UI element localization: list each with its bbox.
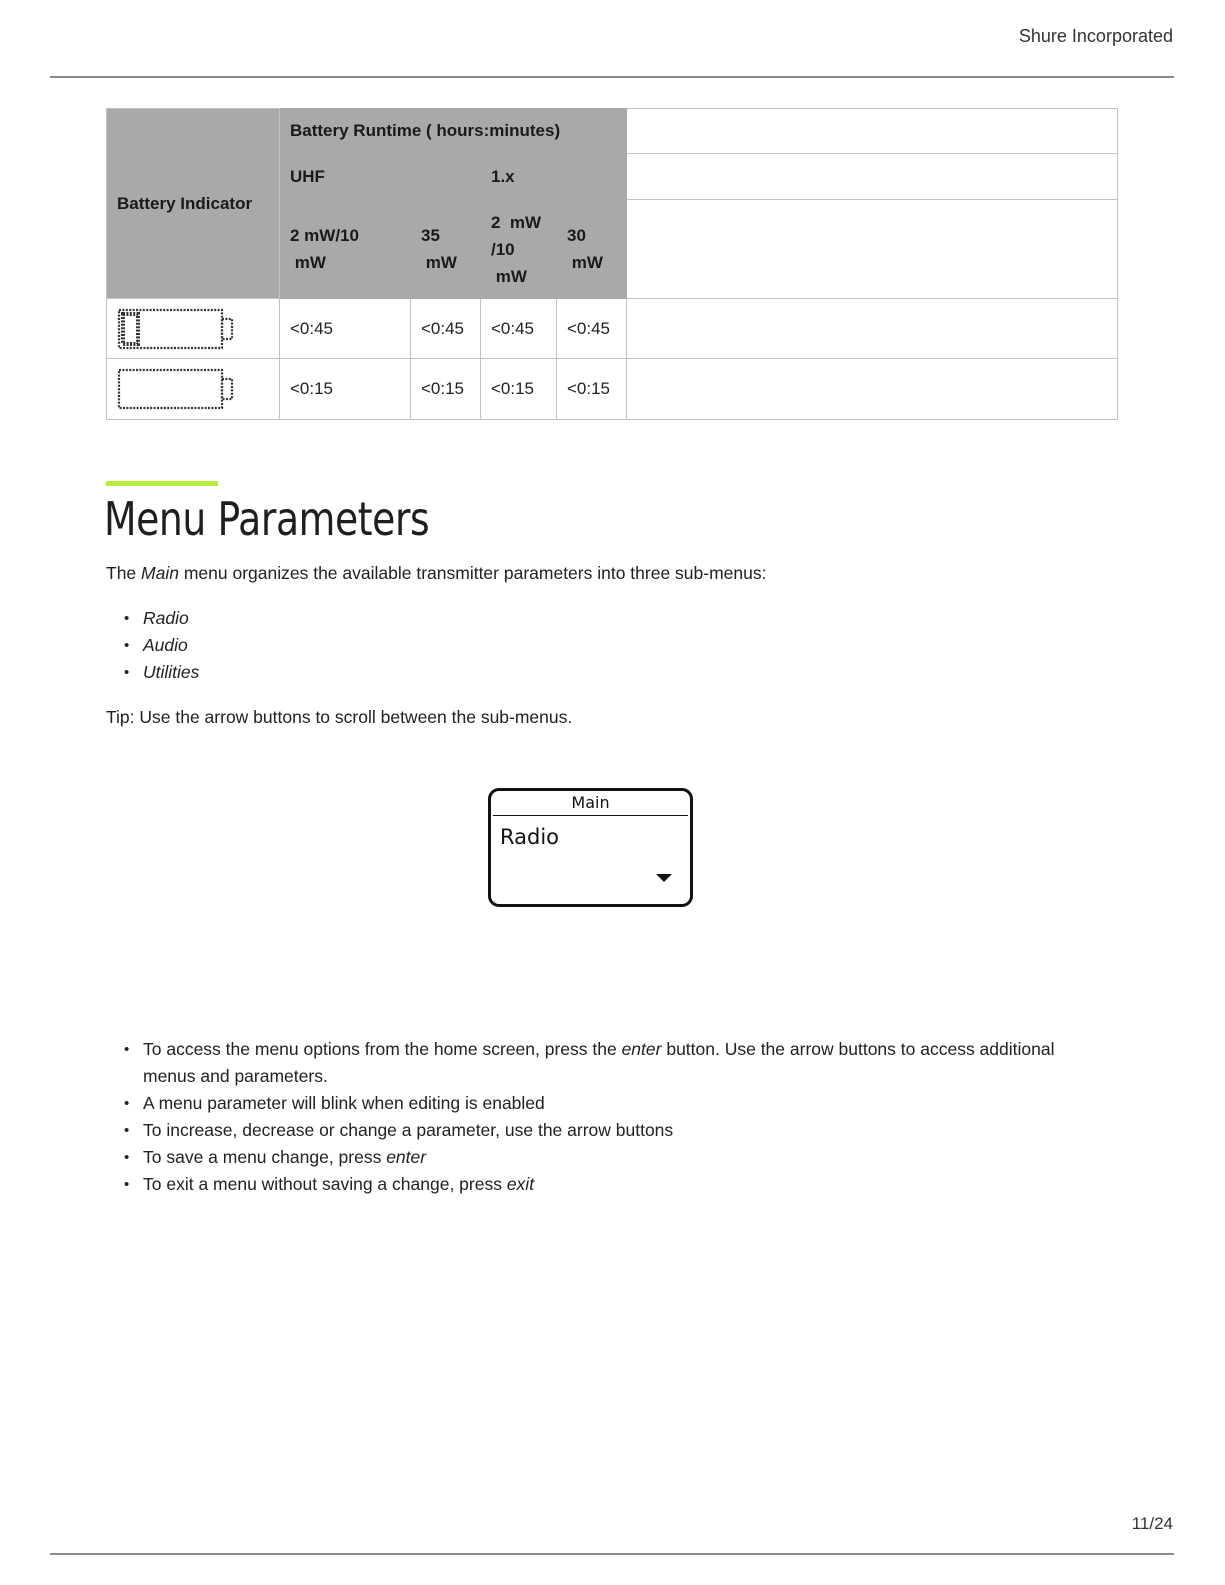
tip-paragraph: Tip: Use the arrow buttons to scroll between the sub-menus. [106, 707, 573, 727]
battery-indicator-cell [107, 299, 280, 359]
battery-runtime-table [106, 108, 1118, 420]
battery-empty-icon [117, 367, 235, 411]
footer-rule [50, 1553, 1174, 1555]
lcd-menu-item: Radio [500, 825, 560, 849]
list-item: • Radio [106, 605, 199, 632]
list-item: • Utilities [106, 659, 199, 686]
header-1x-low-power: 2 mW /10 mW [481, 200, 557, 299]
list-item: • To exit a menu without saving a change, press exit [106, 1171, 1086, 1198]
header-uhf: UHF [280, 154, 481, 200]
cell-uhf-low: <0:45 [280, 299, 411, 359]
list-item: • A menu parameter will blink when editing is enabled [106, 1090, 1086, 1117]
intro-paragraph: The Main menu organizes the available transmitter parameters into three sub-menus: [106, 563, 767, 583]
submenu-list [106, 605, 199, 686]
list-item: • Audio [106, 632, 199, 659]
list-item: • To access the menu options from the home screen, press the enter button. Use the arrow buttons to access additional menus and parameters. [106, 1036, 1086, 1090]
section-accent-bar [106, 481, 218, 486]
triangle-down-icon [656, 874, 672, 882]
cell-1x-high: <0:15 [557, 359, 627, 420]
page-number: 11/24 [1131, 1514, 1173, 1533]
section-title: Menu Parameters [104, 492, 430, 546]
battery-one-bar-icon [117, 307, 235, 351]
list-item: • To increase, decrease or change a parameter, use the arrow buttons [106, 1117, 1086, 1144]
cell-uhf-low: <0:15 [280, 359, 411, 420]
header-rule [50, 76, 1174, 78]
battery-indicator-cell [107, 359, 280, 420]
table-row [107, 299, 1118, 359]
lcd-title: Main [493, 791, 688, 816]
header-1x-high-power: 30 mW [557, 200, 627, 299]
cell-1x-high: <0:45 [557, 299, 627, 359]
lcd-screen-illustration [488, 788, 693, 907]
header-uhf-high-power: 35 mW [411, 200, 481, 299]
cell-uhf-high: <0:45 [411, 299, 481, 359]
list-item: • To save a menu change, press enter [106, 1144, 1086, 1171]
table-row [107, 359, 1118, 420]
header-company: Shure Incorporated [1018, 26, 1173, 46]
cell-1x-low: <0:15 [481, 359, 557, 420]
cell-uhf-high: <0:15 [411, 359, 481, 420]
cell-1x-low: <0:45 [481, 299, 557, 359]
header-1x: 1.x [481, 154, 627, 200]
instruction-list [106, 1036, 1086, 1198]
header-battery-runtime: Battery Runtime ( hours:minutes) [280, 109, 627, 154]
header-battery-indicator: Battery Indicator [107, 109, 280, 299]
header-uhf-low-power: 2 mW/10 mW [280, 200, 411, 299]
